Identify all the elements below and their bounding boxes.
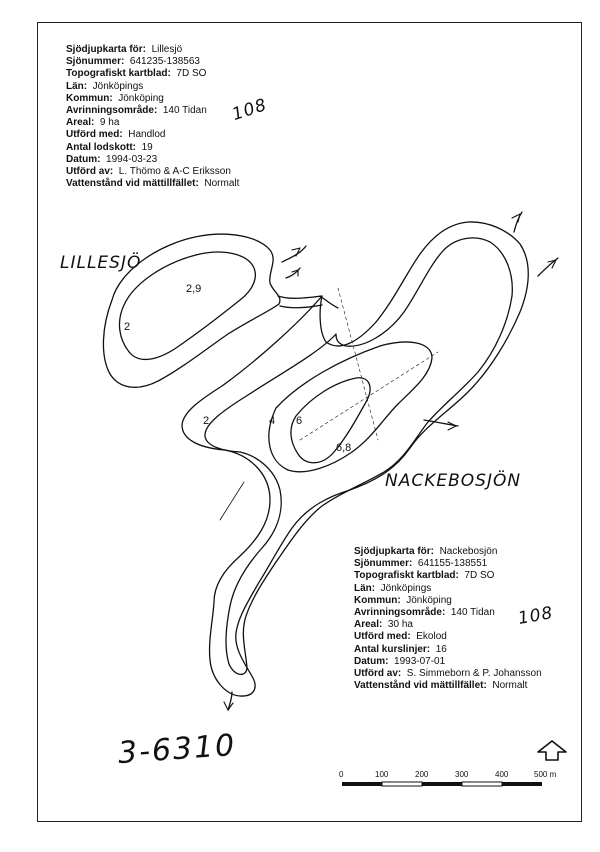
- scale-tick-label: 0: [339, 770, 344, 779]
- lake-name-lillesjo: LILLESJÖ: [60, 253, 142, 273]
- nackebosjon-contour-2m: [205, 238, 512, 674]
- info-row: Avrinningsområde: 140 Tidan: [66, 105, 207, 117]
- handwritten-code-nackebosjon: 108: [516, 603, 555, 629]
- inflow-arrow-icon: [220, 214, 556, 710]
- scale-tick-label: 400: [495, 770, 509, 779]
- scale-tick-label: 500 m: [534, 770, 557, 779]
- info-row: Kommun: Jönköping: [66, 92, 164, 104]
- info-row: Datum: 1993-07-01: [354, 655, 446, 667]
- info-row: Sjönummer: 641155-138551: [354, 558, 488, 570]
- depth-label: 6,8: [336, 442, 352, 454]
- info-row: Län: Jönköpings: [66, 80, 144, 92]
- depth-label: 2,9: [186, 283, 202, 295]
- info-row: Kommun: Jönköping: [354, 594, 452, 606]
- scale-tick-label: 100: [375, 770, 389, 779]
- depth-label: 6: [296, 415, 303, 427]
- nackebosjon-shoreline: [182, 222, 528, 696]
- scale-bar: [339, 770, 557, 786]
- info-row: Län: Jönköpings: [354, 582, 432, 594]
- lillesjo-contour-2m: [119, 252, 255, 359]
- info-row: Sjönummer: 641235-138563: [66, 56, 200, 68]
- info-row: Utförd av: L. Thömo & A-C Eriksson: [66, 166, 231, 178]
- info-row: Antal lodskott: 19: [66, 141, 153, 153]
- lillesjo-shoreline: [103, 234, 280, 387]
- handwritten-code-lillesjo: 108: [229, 95, 270, 125]
- info-row: Antal kurslinjer: 16: [354, 643, 447, 655]
- info-row: Sjödjupkarta för: Nackebosjön: [354, 546, 498, 557]
- north-arrow-icon: [538, 741, 566, 760]
- info-row: Utförd med: Ekolod: [354, 631, 447, 643]
- info-row: Vattenstånd vid mättillfället: Normalt: [354, 680, 528, 692]
- info-row: Areal: 9 ha: [66, 117, 120, 129]
- info-row: Avrinningsområde: 140 Tidan: [354, 607, 495, 619]
- info-row: Utförd med: Handlod: [66, 129, 166, 141]
- info-row: Utförd av: S. Simmeborn & P. Johansson: [354, 668, 542, 680]
- lake-name-nackebosjon: NACKEBOSJÖN: [385, 471, 522, 491]
- info-row: Sjödjupkarta för: Lillesjö: [66, 44, 183, 55]
- info-row: Datum: 1994-03-23: [66, 153, 158, 165]
- info-row: Areal: 30 ha: [354, 619, 413, 631]
- connecting-channel: [278, 296, 322, 308]
- depth-label: 4: [269, 415, 276, 427]
- depth-label: 2: [124, 321, 131, 333]
- handwritten-reference: 3-6310: [116, 727, 238, 772]
- info-row: Topografiskt kartblad: 7D SO: [66, 68, 207, 80]
- info-row: Topografiskt kartblad: 7D SO: [354, 570, 495, 582]
- scale-tick-label: 300: [455, 770, 469, 779]
- inflow-stream: [228, 212, 558, 710]
- scale-tick-label: 200: [415, 770, 429, 779]
- info-row: Vattenstånd vid mättillfället: Normalt: [66, 178, 240, 190]
- depth-label: 2: [203, 415, 210, 427]
